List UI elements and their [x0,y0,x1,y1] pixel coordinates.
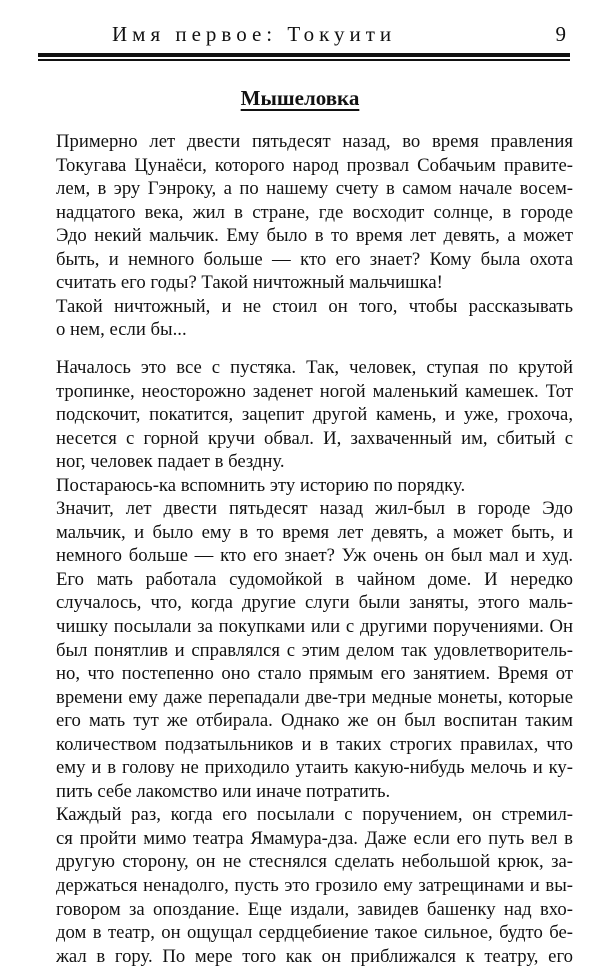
text-line: Эдо некий мальчик. Ему было в то время лет девять, а может [56,225,573,247]
header-rule-thin [38,59,570,61]
text-line: лем, в эру Гэнроку, а по нашему счету в самом начале восем- [56,178,573,200]
text-line: ног, человек падает в бездну. [56,451,285,473]
text-line: другую сторону, он не стеснялся сделать небольшой крюк, за- [56,851,573,873]
section-2-text [56,356,573,968]
running-header [38,22,570,50]
text-line: чишку посылали за покупками или с другими поручениями. Он [56,616,573,638]
text-line: быть, и немного больше — кто его знает? Кому была охота [56,248,573,270]
text-line: несется с горной кручи обвал. И, захваченный им, сбитый с [56,427,573,449]
text-line: ему и в голову не приходило утаить какую-нибудь мелочь и ку- [56,757,573,779]
text-line: о нем, если бы... [56,319,187,341]
text-line: количеством подзатыльников и в таких строгих правилах, что [56,733,573,755]
page-number: 9 [555,22,566,46]
text-line: Значит, лет двести пятьдесят назад жил-был в городе Эдо [56,498,573,520]
text-line: Каждый раз, когда его посылали с поручением, он стремил- [56,804,573,826]
text-line: надцатого века, жил в стране, где восходит солнце, в городе [56,201,573,223]
text-line: немного больше — кто его знает? Уж очень он был мал и худ. [56,545,573,567]
running-header-title: Имя первое: Токуити [112,22,397,46]
text-line: но, что постепенно оно стало прямым его занятием. Время от [56,663,573,685]
text-line: считать его годы? Такой ничтожный мальчишка! [56,272,443,294]
text-line: пить себе лакомство или иначе потратить. [56,780,391,802]
text-line: жал в гору. По мере того как он приближался к театру, его [56,945,573,967]
text-line: говором за опоздание. Еще издали, завидев башенку над вхо- [56,898,573,920]
text-line: тропинке, неосторожно заденет ногой маленький камешек. Тот [56,380,573,402]
text-line: держаться ненадолго, пусть это грозило ему затрещинами и вы- [56,875,573,897]
text-line: Такой ничтожный, и не стоил он того, чтобы рассказывать [56,295,573,317]
text-line: ся пройти мимо театра Ямамура-дза. Даже если его путь вел в [56,827,573,849]
text-line: был понятлив и справлялся с этим делом так удовлетворитель- [56,639,573,661]
text-line: дом в театр, он ощущал сердцебиение такое сильное, будто бе- [56,922,573,944]
text-line: мальчик, и было ему в то время лет девять, а может быть, и [56,521,573,543]
text-line: подскочит, покатится, зацепит другой камень, и уже, грохоча, [56,404,573,426]
text-line: его мать тут же отбирала. Однако же он был воспитан таким [56,710,573,732]
text-line: времени ему даже перепадали две-три медные монеты, которые [56,686,573,708]
text-line: Началось это все с пустяка. Так, человек, ступая по крутой [56,357,573,378]
text-line: Постараюсь-ка вспомнить эту историю по порядку. [56,474,466,496]
header-rule-thick [38,53,570,57]
text-line: случалось, что, когда другие слуги были заняты, этого маль- [56,592,573,614]
text-line: Его мать работала судомойкой в чайном доме. И нередко [56,568,573,590]
section-1-text [56,130,573,342]
chapter-title: Мышеловка [240,86,360,110]
text-line: Примерно лет двести пятьдесят назад, во время правления [56,131,573,152]
text-line: Токугава Цунаёси, которого народ прозвал Собачьим правите- [56,154,573,176]
